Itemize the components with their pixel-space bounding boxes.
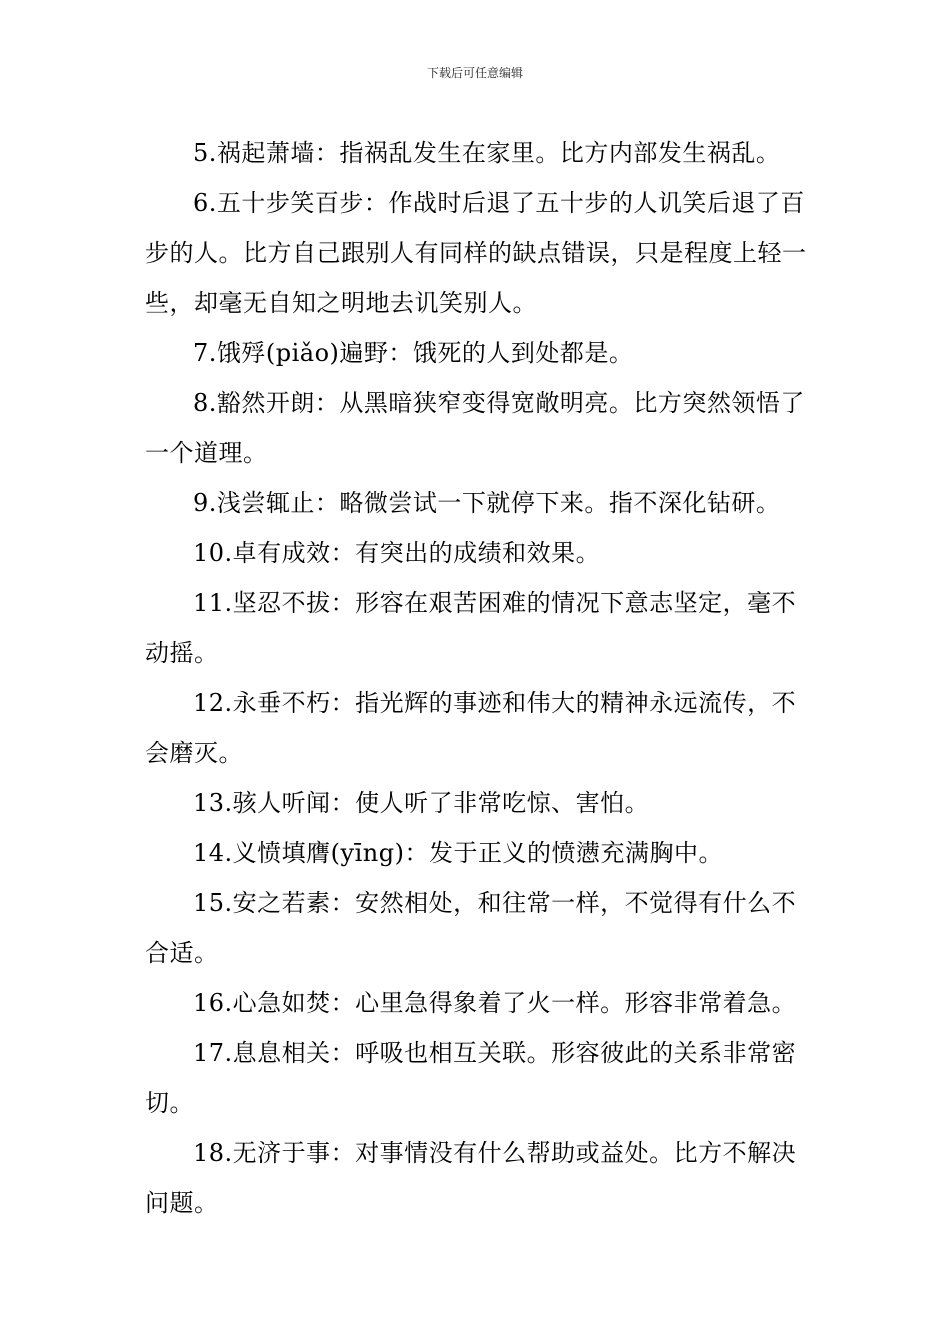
idiom-entry-6: 6.五十步笑百步：作战时后退了五十步的人讥笑后退了百步的人。比方自己跟别人有同样的缺点错误，只是程度上轻一些，却毫无自知之明地去讥笑别人。: [145, 189, 807, 317]
idiom-entry-10: 10.卓有成效：有突出的成绩和效果。: [193, 539, 601, 567]
idiom-entry-14: 14.义愤填膺(yīng)：发于正义的愤懑充满胸中。: [193, 839, 723, 867]
idiom-entry-11: 11.坚忍不拔：形容在艰苦困难的情况下意志坚定，毫不动摇。: [145, 589, 797, 667]
idiom-entry-18: 18.无济于事：对事情没有什么帮助或益处。比方不解决问题。: [145, 1139, 797, 1217]
idiom-entry-17: 17.息息相关：呼吸也相互关联。形容彼此的关系非常密切。: [145, 1039, 797, 1117]
idiom-entry-8: 8.豁然开朗：从黑暗狭窄变得宽敞明亮。比方突然领悟了一个道理。: [145, 389, 805, 467]
idiom-entry-16: 16.心急如焚：心里急得象着了火一样。形容非常着急。: [193, 989, 797, 1017]
idiom-entry-15: 15.安之若素：安然相处，和往常一样，不觉得有什么不合适。: [145, 889, 797, 967]
idiom-entry-13: 13.骇人听闻：使人听了非常吃惊、害怕。: [193, 789, 650, 817]
page-header: 下载后可任意编辑: [426, 66, 523, 80]
idiom-entry-12: 12.永垂不朽：指光辉的事迹和伟大的精神永远流传，不会磨灭。: [145, 689, 797, 767]
idiom-entry-5: 5.祸起萧墙：指祸乱发生在家里。比方内部发生祸乱。: [193, 139, 781, 167]
document-body: [145, 128, 810, 1228]
idiom-entry-9: 9.浅尝辄止：略微尝试一下就停下来。指不深化钻研。: [193, 489, 781, 517]
idiom-entry-7: 7.饿殍(piǎo)遍野：饿死的人到处都是。: [193, 339, 634, 367]
